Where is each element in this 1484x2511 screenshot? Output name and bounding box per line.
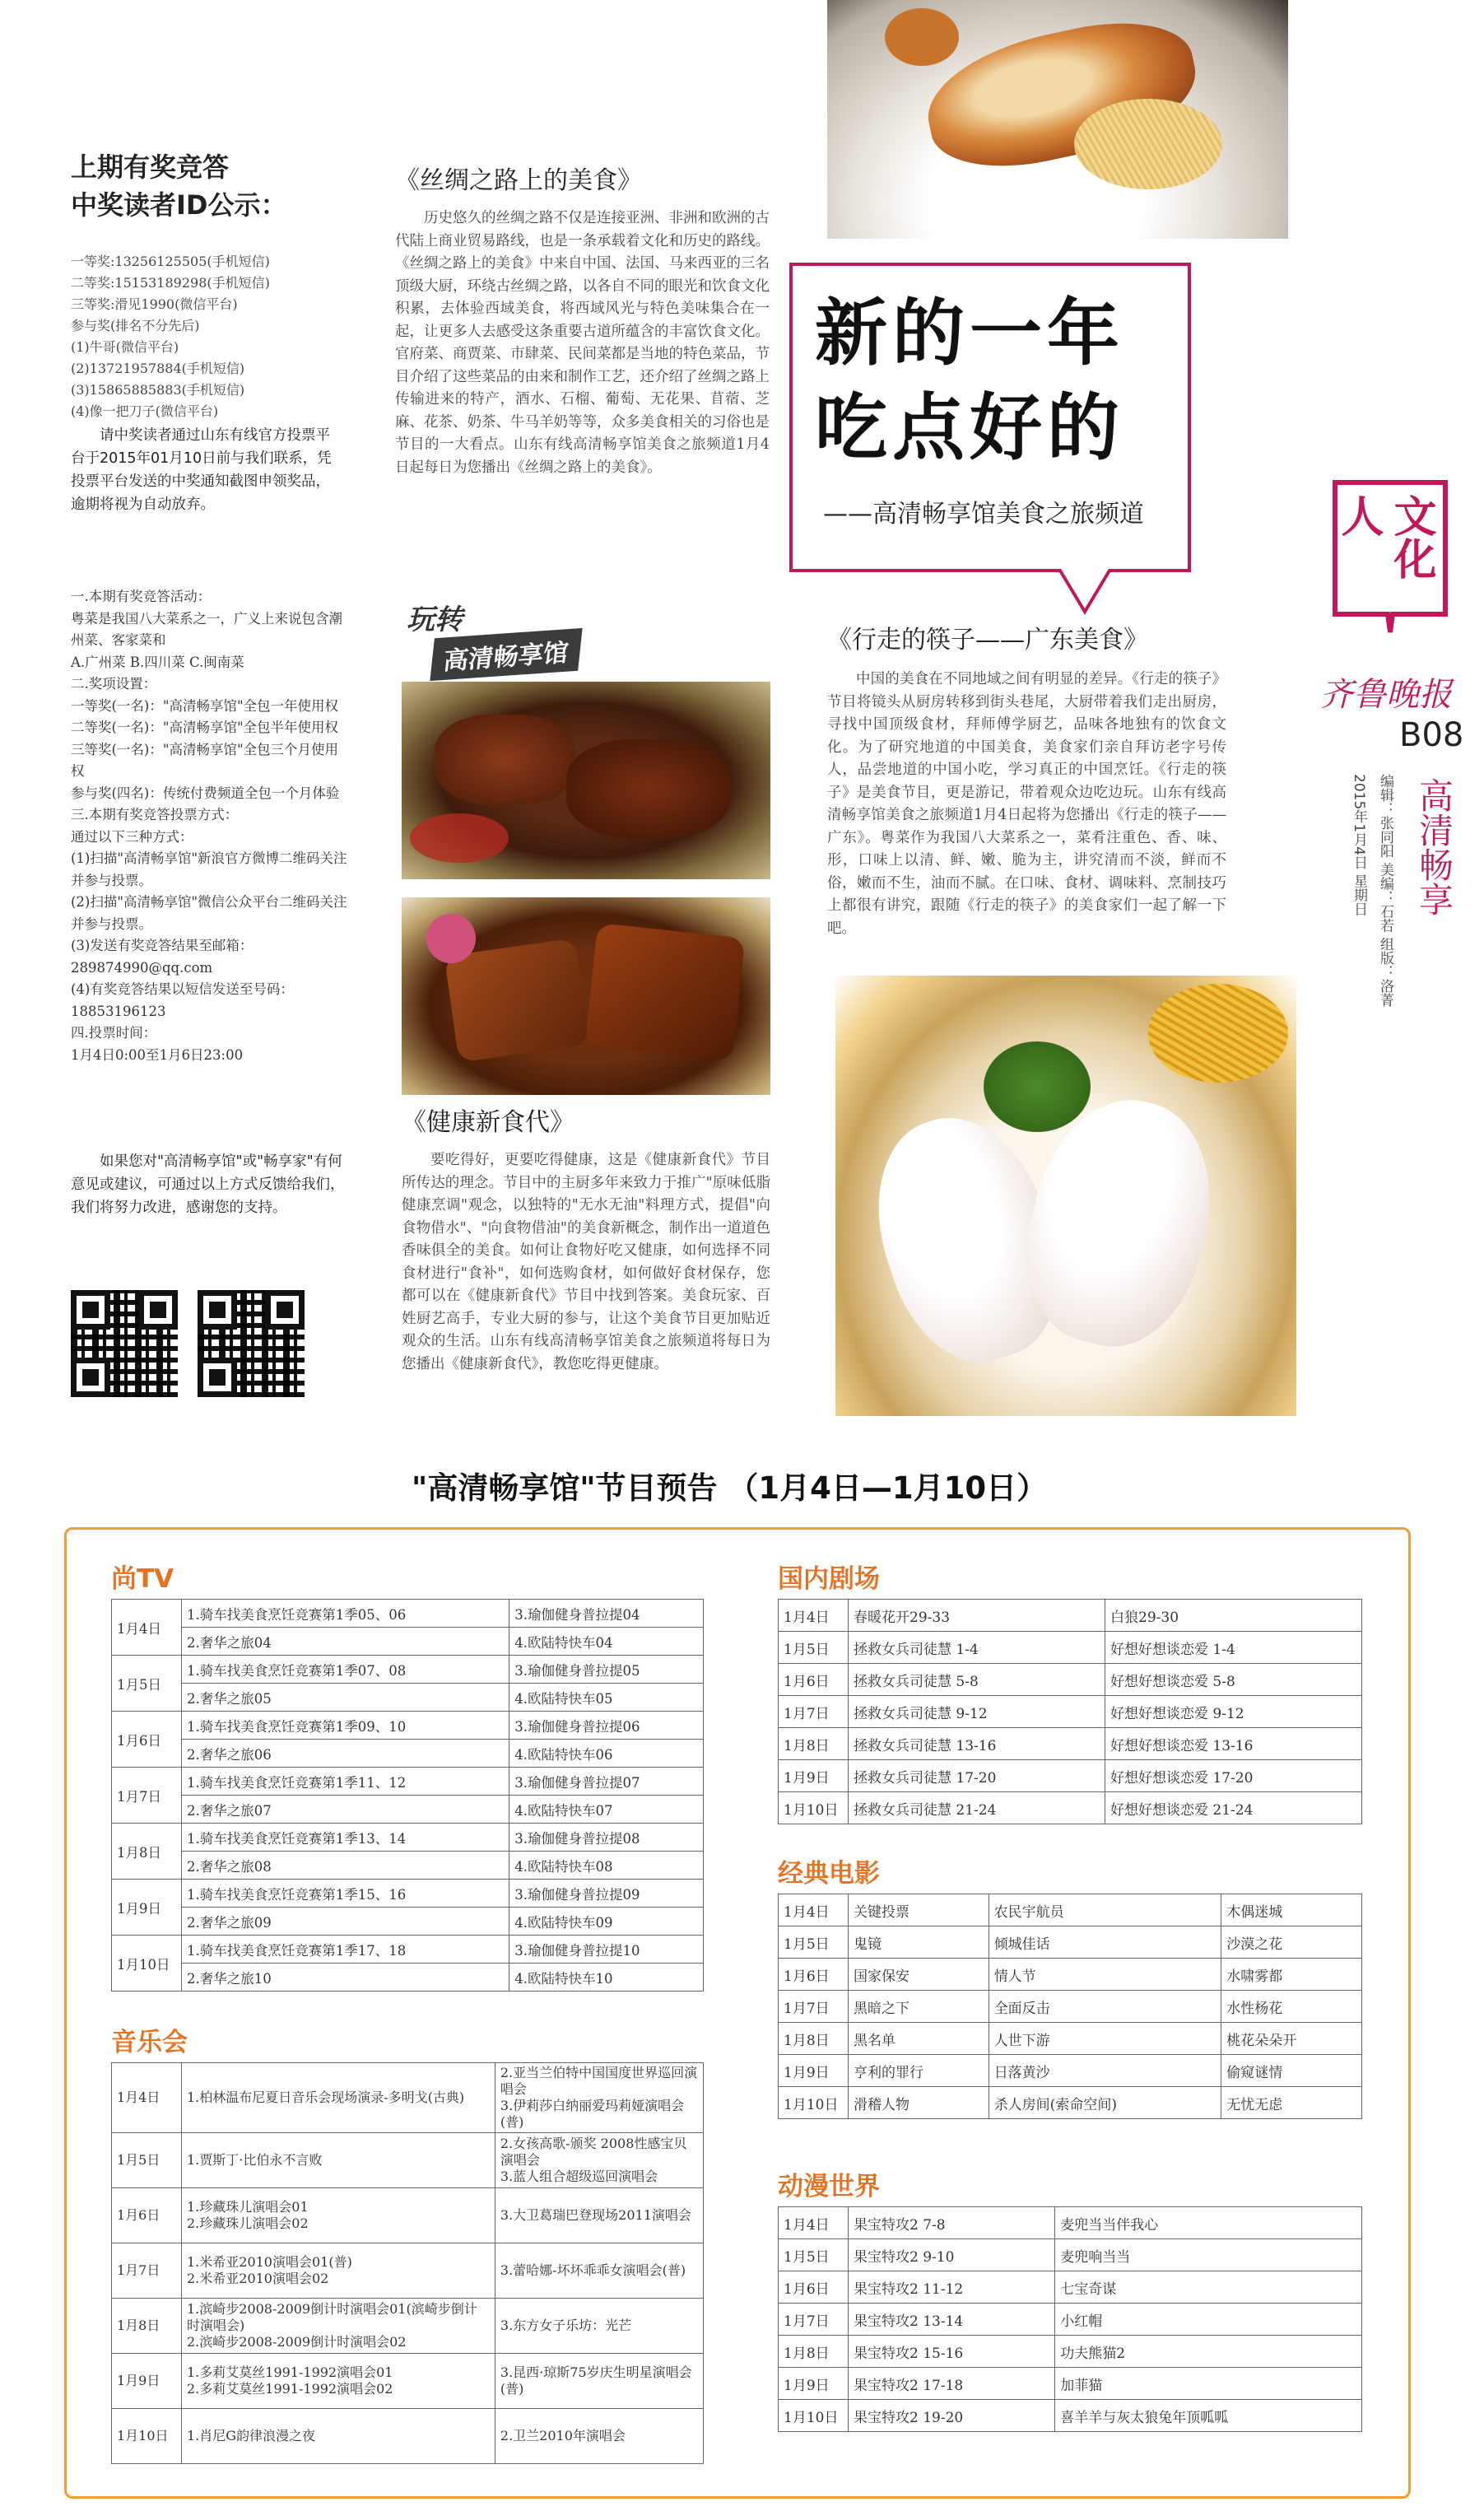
program-cell: 4.欧陆特快车04 [509, 1628, 704, 1656]
program-cell: 1.米希亚2010演唱会01(普) 2.米希亚2010演唱会02 [182, 2243, 495, 2299]
schedule-row [779, 2087, 1362, 2119]
program-cell: 4.欧陆特快车06 [509, 1740, 704, 1768]
schedule-date: 1月8日 [779, 2336, 849, 2368]
program-cell: 拯救女兵司徒慧 21-24 [849, 1792, 1105, 1824]
schedule-date: 1月8日 [112, 2299, 182, 2354]
program-cell: 水性杨花 [1221, 1991, 1362, 2023]
program-cell: 2.奢华之旅07 [182, 1796, 509, 1824]
schedule-date: 1月4日 [779, 1894, 849, 1926]
schedule-row [779, 2304, 1362, 2336]
program-cell: 1.多莉艾莫丝1991-1992演唱会01 2.多莉艾莫丝1991-1992演唱会02 [182, 2354, 495, 2409]
program-cell: 果宝特攻2 11-12 [849, 2271, 1055, 2304]
schedule-date: 1月8日 [112, 1824, 182, 1880]
schedule-date: 1月10日 [779, 1792, 849, 1824]
program-cell: 小红帽 [1055, 2304, 1362, 2336]
program-cell: 果宝特攻2 15-16 [849, 2336, 1055, 2368]
schedule-row [779, 2023, 1362, 2055]
program-cell: 1.肖尼G韵律浪漫之夜 [182, 2409, 495, 2464]
schedule-date: 1月7日 [779, 1696, 849, 1728]
schedule-row [112, 1880, 704, 1908]
program-cell: 2.奢华之旅08 [182, 1852, 509, 1880]
program-cell: 2.奢华之旅10 [182, 1964, 509, 1992]
schedule-row [112, 1600, 704, 1628]
schedule-date: 1月7日 [779, 1991, 849, 2023]
schedule-row [112, 1656, 704, 1684]
program-cell: 偷窥谜情 [1221, 2055, 1362, 2087]
schedule-date: 1月10日 [112, 1936, 182, 1992]
program-cell: 好想好想谈恋爱 1-4 [1105, 1632, 1362, 1664]
schedule-date: 1月6日 [779, 1664, 849, 1696]
schedule-date: 1月10日 [779, 2400, 849, 2432]
schedule-row [112, 1684, 704, 1712]
program-cell: 2.亚当兰伯特中国国度世界巡回演唱会 3.伊莉莎白纳丽爱玛莉娅演唱会(普) [495, 2063, 703, 2133]
schedule-row [112, 2133, 704, 2188]
schedule-row [779, 2368, 1362, 2400]
schedule-date: 1月4日 [779, 2207, 849, 2239]
schedule-row [779, 2400, 1362, 2432]
schedule-date: 1月4日 [112, 2063, 182, 2133]
schedule-row [779, 2207, 1362, 2239]
schedule-row [779, 1991, 1362, 2023]
schedule-date: 1月4日 [779, 1600, 849, 1632]
program-cell: 3.瑜伽健身普拉提05 [509, 1656, 704, 1684]
schedule-row [779, 1894, 1362, 1926]
program-cell: 2.女孩高歌-颁奖 2008性感宝贝演唱会 3.蓝人组合超级巡回演唱会 [495, 2133, 703, 2188]
program-cell: 好想好想谈恋爱 21-24 [1105, 1792, 1362, 1824]
schedule-date: 1月6日 [112, 2188, 182, 2243]
domestic-label: 国内剧场 [778, 1564, 880, 1594]
schedule-row [112, 2299, 704, 2354]
program-cell: 关键投票 [849, 1894, 989, 1926]
schedule-row [779, 1632, 1362, 1664]
program-cell: 黑名单 [849, 2023, 989, 2055]
program-cell: 拯救女兵司徒慧 5-8 [849, 1664, 1105, 1696]
domestic-table [778, 1599, 1362, 1824]
schedule-date: 1月5日 [112, 2133, 182, 2188]
program-cell: 白狼29-30 [1105, 1600, 1362, 1632]
weibo-qr-code[interactable] [71, 1290, 178, 1397]
schedule-row [779, 2239, 1362, 2271]
program-cell: 3.瑜伽健身普拉提10 [509, 1936, 704, 1964]
program-cell: 2.卫兰2010年演唱会 [495, 2409, 703, 2464]
schedule-row [779, 1959, 1362, 1991]
program-cell: 好想好想谈恋爱 13-16 [1105, 1728, 1362, 1760]
promo-badge-bottom: 高清畅享馆 [430, 628, 582, 681]
program-cell: 1.骑车找美食烹饪竞赛第1季11、12 [182, 1768, 509, 1796]
schedule-row [112, 1908, 704, 1936]
program-cell: 3.瑜伽健身普拉提07 [509, 1768, 704, 1796]
music-table [111, 2062, 704, 2464]
schedule-row [112, 2409, 704, 2464]
program-cell: 3.蕾哈娜-坏坏乖乖女演唱会(普) [495, 2243, 703, 2299]
schedule-row [779, 1728, 1362, 1760]
schedule-row [112, 1852, 704, 1880]
program-cell: 4.欧陆特快车07 [509, 1796, 704, 1824]
schedule-row [112, 2243, 704, 2299]
schedule-date: 1月7日 [779, 2304, 849, 2336]
program-cell: 国家保安 [849, 1959, 989, 1991]
program-cell: 果宝特攻2 9-10 [849, 2239, 1055, 2271]
schedule-row [112, 1712, 704, 1740]
winners-title-line1: 上期有奖竞答 [71, 151, 230, 183]
program-cell: 情人节 [989, 1959, 1221, 1991]
schedule-row [112, 1740, 704, 1768]
silk-article-body: 历史悠久的丝绸之路不仅是连接亚洲、非洲和欧洲的古代陆上商业贸易路线，也是一条承载着文化和历史的路线。《丝绸之路上的美食》中来自中国、法国、马来西亚的三名顶级大厨，环绕古丝绸之路，以各自不同的眼光和饮食文化积累，去体验西域美食，将西域风光与特色美味集合在一起，让更多人去感受这条重要古道所蕴含的丰富饮食文化。官府菜、商贾菜、市肆菜、民间菜都是当地的特色菜品，节目介绍了这些菜品的由来和制作工艺，还介绍了丝绸之路上传输进来的特产，酒水、石榴、葡萄、无花果、苜蓿、芝麻、花茶、奶茶、牛马羊奶等等，众多美食相关的习俗也是节目的一大看点。山东有线高清畅享馆美食之旅频道1月4日起每日为您播出《丝绸之路上的美食》。 [395, 210, 770, 476]
program-cell: 桃花朵朵开 [1221, 2023, 1362, 2055]
program-cell: 七宝奇谋 [1055, 2271, 1362, 2304]
winners-title [71, 148, 342, 224]
program-cell: 好想好想谈恋爱 5-8 [1105, 1664, 1362, 1696]
ribs-photo [402, 682, 770, 879]
program-cell: 好想好想谈恋爱 17-20 [1105, 1760, 1362, 1792]
wechat-qr-code[interactable] [198, 1290, 305, 1397]
dumpling-photo [835, 976, 1296, 1416]
program-cell: 拯救女兵司徒慧 17-20 [849, 1760, 1105, 1792]
program-cell: 2.奢华之旅04 [182, 1628, 509, 1656]
winners-note: 请中奖读者通过山东有线官方投票平台于2015年01月10日前与我们联系，凭投票平台发送的中奖通知截图申领奖品，逾期将视为自动放弃。 [71, 427, 332, 513]
program-cell: 2.奢华之旅06 [182, 1740, 509, 1768]
schedule-row [112, 1936, 704, 1964]
schedule-row [112, 1824, 704, 1852]
program-cell: 4.欧陆特快车08 [509, 1852, 704, 1880]
program-cell: 日落黄沙 [989, 2055, 1221, 2087]
schedule-date: 1月7日 [112, 2243, 182, 2299]
schedule-date: 1月9日 [779, 2368, 849, 2400]
program-cell: 1.骑车找美食烹饪竞赛第1季07、08 [182, 1656, 509, 1684]
program-cell: 拯救女兵司徒慧 1-4 [849, 1632, 1105, 1664]
masthead-date: 2015年1月4日 星期日 [1351, 774, 1367, 916]
schedule-row [112, 2354, 704, 2409]
schedule-row [779, 1600, 1362, 1632]
program-cell: 4.欧陆特快车09 [509, 1908, 704, 1936]
winners-title-line2: 中奖读者ID公示： [71, 189, 287, 221]
schedule-date: 1月6日 [779, 1959, 849, 1991]
program-cell: 倾城佳话 [989, 1926, 1221, 1959]
masthead-editors: 编辑：张同阳 美编：石若 组版：洛菁 [1377, 774, 1393, 1007]
program-cell: 4.欧陆特快车05 [509, 1684, 704, 1712]
classic-table [778, 1894, 1362, 2119]
program-cell: 亨利的罪行 [849, 2055, 989, 2087]
program-cell: 拯救女兵司徒慧 9-12 [849, 1696, 1105, 1728]
program-cell: 2.奢华之旅09 [182, 1908, 509, 1936]
schedule-row [112, 2063, 704, 2133]
schedule-row [112, 2188, 704, 2243]
schedule-date: 1月5日 [779, 2239, 849, 2271]
winners-list: 一等奖:13256125505(手机短信) 二等奖:15153189298(手机短信) 三等奖:滑见1990(微信平台) 参与奖(排名不分先后) (1)牛哥(微信平台) (2)13721957884(手机短信) (3)15865885883(手机短信) (4)像一把刀子(微信平台) [71, 254, 270, 419]
program-cell: 加菲猫 [1055, 2368, 1362, 2400]
schedule-date: 1月9日 [779, 2055, 849, 2087]
program-cell: 水啸雾都 [1221, 1959, 1362, 1991]
schedule-date: 1月8日 [779, 2023, 849, 2055]
masthead-paper: 齐鲁晚报 [1320, 676, 1452, 714]
schedule-date: 1月10日 [779, 2087, 849, 2119]
program-cell: 3.瑜伽健身普拉提06 [509, 1712, 704, 1740]
schedule-date: 1月7日 [112, 1768, 182, 1824]
masthead-column-badge [1328, 476, 1452, 649]
schedule-date: 1月9日 [779, 1760, 849, 1792]
headline-line1: 新的一年 [815, 291, 1125, 375]
schedule-row [112, 1768, 704, 1796]
classic-label: 经典电影 [778, 1859, 880, 1889]
program-cell: 1.滨崎步2008-2009倒计时演唱会01(滨崎步倒计时演唱会) 2.滨崎步2008-2009倒计时演唱会02 [182, 2299, 495, 2354]
schedule-row [779, 2055, 1362, 2087]
program-cell: 3.昆西·琼斯75岁庆生明星演唱会(普) [495, 2354, 703, 2409]
promo-badge-top: 玩转 [407, 603, 463, 636]
schedule-date: 1月10日 [112, 2409, 182, 2464]
schedule-date: 1月8日 [779, 1728, 849, 1760]
program-cell: 1.贾斯丁·比伯永不言败 [182, 2133, 495, 2188]
schedule-title: "高清畅享馆"节目预告 （1月4日—1月10日） [412, 1470, 1048, 1506]
promo-badge [402, 597, 603, 675]
program-cell: 1.骑车找美食烹饪竞赛第1季15、16 [182, 1880, 509, 1908]
masthead-page: B08 [1399, 716, 1464, 754]
schedule-date: 1月5日 [112, 1656, 182, 1712]
music-label: 音乐会 [111, 2028, 188, 2057]
silk-article-title: 《丝绸之路上的美食》 [395, 166, 642, 195]
schedule-row [779, 2271, 1362, 2304]
program-cell: 无忧无虑 [1221, 2087, 1362, 2119]
program-cell: 沙漠之花 [1221, 1926, 1362, 1959]
lobster-photo [827, 0, 1288, 239]
activity-text: 一.本期有奖竞答活动： 粤菜是我国八大菜系之一，广义上来说包含潮州菜、客家菜和 A.广州菜 B.四川菜 C.闽南菜 二.奖项设置： 一等奖(一名)："高清畅享馆"全包一年使用权 二等奖(一名)："高清畅享馆"全包半年使用权 三等奖(一名)："高清畅享馆"全包三个月使用权 参与奖(四名)：传统付费频道全包一个月体验 三.本期有奖竞答投票方式： 通过以下三种方式： (1)扫描"高清畅享馆"新浪官方微博二维码关注并参与投票。 (2)扫描"高清畅享馆"微信公众平台二维码关注并参与投票。 (3)发送有奖竞答结果至邮箱： 289874990@qq.com (4)有奖竞答结果以短信发送至号码：18853196123 四.投票时间： 1月4日0:00至1月6日23:00 [71, 589, 347, 1063]
shang-tv-table [111, 1599, 704, 1992]
program-cell: 1.骑车找美食烹饪竞赛第1季17、18 [182, 1936, 509, 1964]
schedule-row [112, 1964, 704, 1992]
schedule-row [112, 1796, 704, 1824]
schedule-row [112, 1628, 704, 1656]
headline-line2: 吃点好的 [815, 385, 1125, 470]
program-cell: 1.骑车找美食烹饪竞赛第1季09、10 [182, 1712, 509, 1740]
program-cell: 麦兜当当伴我心 [1055, 2207, 1362, 2239]
program-cell: 1.骑车找美食烹饪竞赛第1季13、14 [182, 1824, 509, 1852]
chopsticks-article-body: 中国的美食在不同地域之间有明显的差异。《行走的筷子》节目将镜头从厨房转移到街头巷尾，大厨带着我们走出厨房，寻找中国顶级食材，拜师傅学厨艺，品味各地独有的饮食文化。为了研究地道的中国美食，美食家们亲自拜访老字号传人，品尝地道的中国小吃，学习真正的中国烹饪。《行走的筷子》是美食节目，更是游记，带着观众边吃边玩。山东有线高清畅享馆美食之旅频道1月4日起将为您播出《行走的筷子——广东》。粤菜作为我国八大菜系之一，菜肴注重色、香、味、形，口味上以清、鲜、嫩、脆为主，讲究清而不淡，鲜而不俗，嫩而不生，油而不腻。在口味、食材、调味料、烹制技巧上都很有讲究，跟随《行走的筷子》的美食家们一起了解一下吧。 [827, 671, 1226, 937]
program-cell: 3.瑜伽健身普拉提08 [509, 1824, 704, 1852]
program-cell: 果宝特攻2 7-8 [849, 2207, 1055, 2239]
program-cell: 拯救女兵司徒慧 13-16 [849, 1728, 1105, 1760]
schedule-date: 1月5日 [779, 1926, 849, 1959]
schedule-date: 1月9日 [112, 2354, 182, 2409]
health-article-title: 《健康新食代》 [402, 1108, 575, 1137]
schedule-row [779, 1696, 1362, 1728]
schedule-date: 1月6日 [112, 1712, 182, 1768]
program-cell: 果宝特攻2 13-14 [849, 2304, 1055, 2336]
program-cell: 果宝特攻2 17-18 [849, 2368, 1055, 2400]
program-cell: 农民宇航员 [989, 1894, 1221, 1926]
program-cell: 3.东方女子乐坊：光芒 [495, 2299, 703, 2354]
program-cell: 滑稽人物 [849, 2087, 989, 2119]
program-cell: 1.珍藏珠儿演唱会01 2.珍藏珠儿演唱会02 [182, 2188, 495, 2243]
schedule-row [779, 1792, 1362, 1824]
schedule-row [779, 1664, 1362, 1696]
program-cell: 功夫熊猫2 [1055, 2336, 1362, 2368]
schedule-date: 1月6日 [779, 2271, 849, 2304]
program-cell: 木偶迷城 [1221, 1894, 1362, 1926]
program-cell: 1.骑车找美食烹饪竞赛第1季05、06 [182, 1600, 509, 1628]
program-cell: 3.大卫葛瑞巴登现场2011演唱会 [495, 2188, 703, 2243]
program-cell: 喜羊羊与灰太狼兔年顶呱呱 [1055, 2400, 1362, 2432]
program-cell: 4.欧陆特快车10 [509, 1964, 704, 1992]
schedule-row [779, 1926, 1362, 1959]
schedule-date: 1月9日 [112, 1880, 182, 1936]
masthead-section: 高清畅享 [1414, 778, 1454, 916]
shang-tv-label: 尚TV [111, 1564, 174, 1594]
program-cell: 黑暗之下 [849, 1991, 989, 2023]
schedule-row [779, 1760, 1362, 1792]
program-cell: 人世下游 [989, 2023, 1221, 2055]
schedule-date: 1月5日 [779, 1632, 849, 1664]
program-cell: 2.奢华之旅05 [182, 1684, 509, 1712]
braised-dish-photo [402, 897, 770, 1095]
schedule-row [779, 2336, 1362, 2368]
masthead-column: 文化人 [1333, 494, 1435, 580]
headline-subtitle: ——高清畅享馆美食之旅频道 [823, 500, 1144, 529]
program-cell: 杀人房间(索命空间) [989, 2087, 1221, 2119]
program-cell: 春暖花开29-33 [849, 1600, 1105, 1632]
activity-contact: 如果您对"高清畅享馆"或"畅享家"有何意见或建议，可通过以上方式反馈给我们，我们将努力改进，感谢您的支持。 [71, 1153, 345, 1216]
program-cell: 好想好想谈恋爱 9-12 [1105, 1696, 1362, 1728]
anime-label: 动漫世界 [778, 2172, 880, 2201]
program-cell: 鬼镜 [849, 1926, 989, 1959]
program-cell: 3.瑜伽健身普拉提04 [509, 1600, 704, 1628]
schedule-date: 1月4日 [112, 1600, 182, 1656]
program-cell: 3.瑜伽健身普拉提09 [509, 1880, 704, 1908]
anime-table [778, 2206, 1362, 2432]
chopsticks-article-title: 《行走的筷子——广东美食》 [827, 626, 1148, 655]
program-cell: 麦兜响当当 [1055, 2239, 1362, 2271]
program-cell: 全面反击 [989, 1991, 1221, 2023]
program-cell: 1.柏林温布尼夏日音乐会现场演录-多明戈(古典) [182, 2063, 495, 2133]
program-cell: 果宝特攻2 19-20 [849, 2400, 1055, 2432]
health-article-body: 要吃得好，更要吃得健康，这是《健康新食代》节目所传达的理念。节目中的主厨多年来致力于推广"原味低脂健康烹调"观念，以独特的"无水无油"料理方式，提倡"向食物借水"、"向食物借油"的美食新概念，制作出一道道色香味俱全的美食。如何让食物好吃又健康，如何选择不同食材进行"食补"，如何选购食材，如何做好食材保存，您都可以在《健康新食代》节目中找到答案。美食玩家、百姓厨艺高手，专业大厨的参与，让这个美食节目更加贴近观众的生活。山东有线高清畅享馆美食之旅频道将每日为您播出《健康新食代》，教您吃得更健康。 [402, 1152, 770, 1372]
